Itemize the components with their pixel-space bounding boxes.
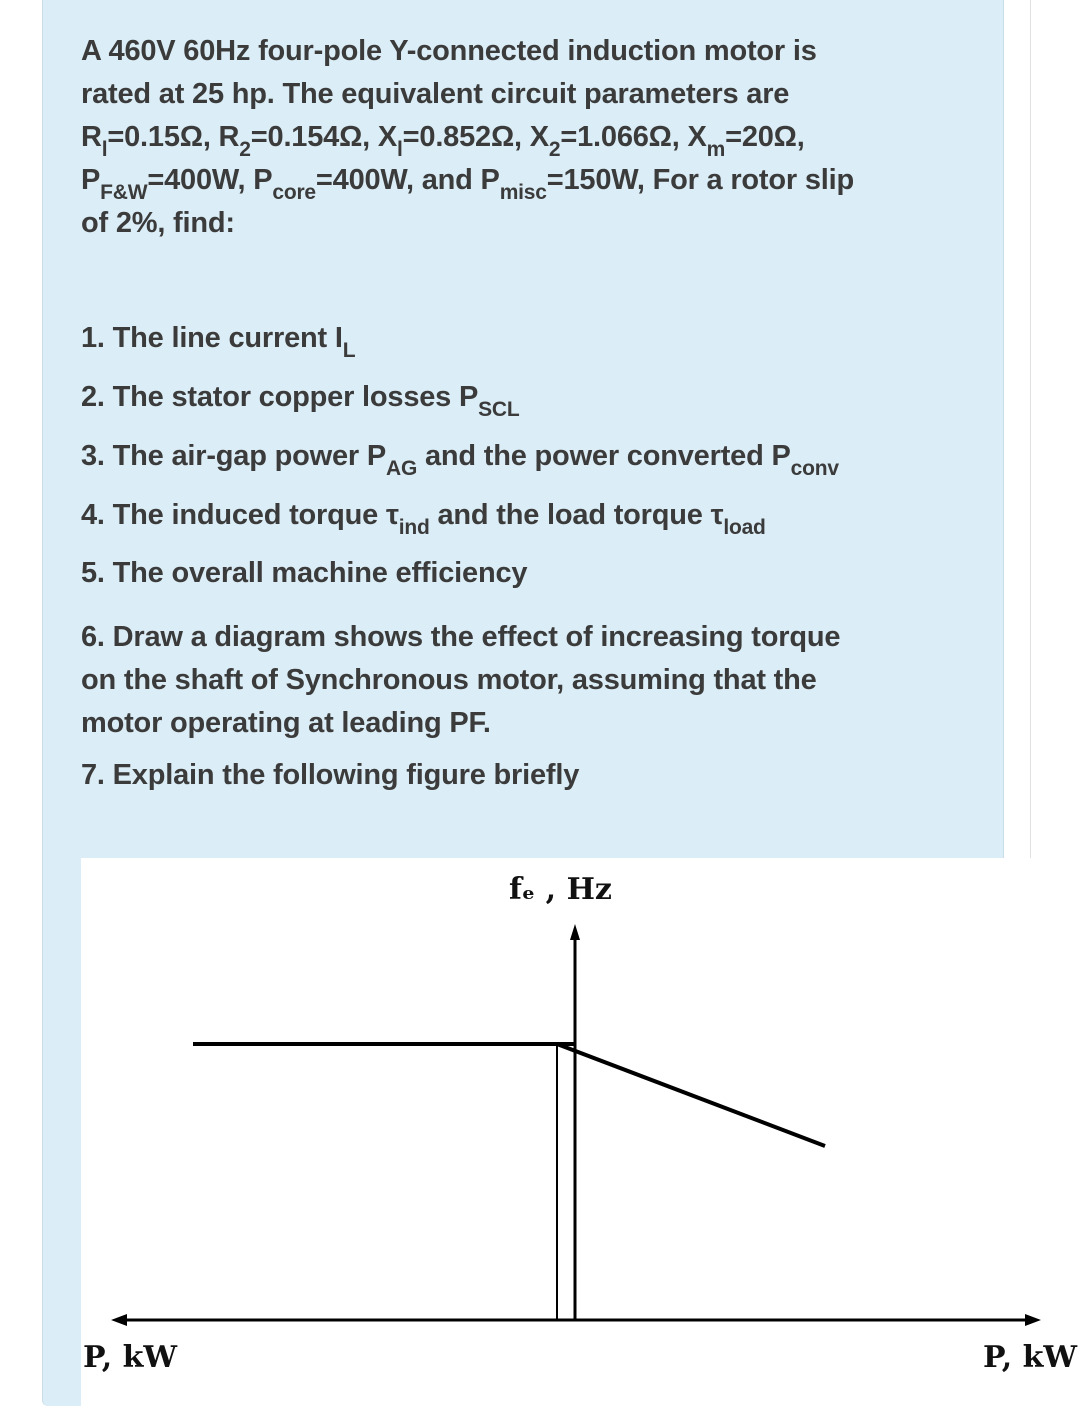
pcore-value: =400W, and [315, 164, 481, 196]
x1-symbol: X [377, 121, 398, 153]
problem-line-4 [81, 159, 961, 202]
up-arrowhead [570, 924, 580, 940]
x1-subscript: l [397, 138, 403, 161]
question-6-line-3: motor operating at leading PF. [81, 707, 491, 739]
problem-line-2: rated at 25 hp. The equivalent circuit parameters are [81, 78, 790, 110]
x-axis-right-label: P, kW [983, 1340, 1078, 1375]
problem-line-1: A 460V 60Hz four-pole Y-connected induction motor is [81, 35, 817, 67]
pmisc-value: =150W, For a rotor slip [546, 164, 855, 196]
x2-subscript: 2 [548, 138, 561, 161]
r1-subscript: l [101, 138, 108, 161]
pcore-symbol: P [253, 164, 273, 196]
pmisc-symbol: P [480, 164, 500, 196]
question-4-subscript-a: ind [398, 516, 430, 539]
question-2-text: 2. The stator copper losses P [81, 381, 479, 413]
xm-symbol: X [687, 121, 707, 153]
xm-subscript: m [706, 138, 726, 161]
question-3-subscript-a: AG [386, 457, 418, 480]
question-2 [81, 381, 520, 421]
pfw-subscript: F&W [100, 181, 148, 204]
x-axis-left-label: P, kW [83, 1340, 178, 1375]
pfw-value: =400W, [147, 164, 254, 196]
pcore-subscript: core [272, 181, 316, 204]
question-6 [81, 616, 840, 745]
question-5: 5. The overall machine efficiency [81, 557, 528, 589]
x2-symbol: X [529, 121, 549, 153]
question-6-line-2: on the shaft of Synchronous motor, assuming that the [81, 664, 817, 696]
x2-value: =1.066Ω, [560, 121, 688, 153]
question-3-text-a: 3. The air-gap power P [81, 440, 386, 472]
y-axis-label: fₑ , Hz [509, 872, 612, 907]
x1-value: =0.852Ω, [402, 121, 530, 153]
left-arrowhead [111, 1314, 127, 1326]
frequency-droop-line [557, 1044, 825, 1146]
question-4 [81, 499, 766, 539]
problem-line-3 [81, 116, 961, 159]
r1-symbol: R [81, 121, 102, 153]
pmisc-subscript: misc [499, 181, 547, 204]
question-4-text-b: and the load torque τ [429, 499, 724, 531]
pfw-symbol: P [81, 164, 101, 196]
question-1 [81, 322, 356, 362]
frequency-power-figure [81, 858, 1080, 1406]
r1-value: =0.15Ω, [107, 121, 219, 153]
r2-subscript: 2 [239, 138, 251, 161]
problem-line-5: of 2%, find: [81, 207, 235, 239]
question-7: 7. Explain the following figure briefly [81, 759, 580, 791]
xm-value: =20Ω, [725, 121, 805, 153]
question-6-line-1: 6. Draw a diagram shows the effect of increasing torque [81, 621, 841, 653]
question-4-text-a: 4. The induced torque τ [81, 499, 399, 531]
figure-plot [81, 858, 1080, 1406]
question-1-subscript: L [342, 339, 356, 362]
divider [1030, 0, 1031, 860]
question-3 [81, 440, 839, 480]
r2-value: =0.154Ω, [250, 121, 378, 153]
right-arrowhead [1025, 1314, 1041, 1326]
question-1-text: 1. The line current I [81, 322, 343, 354]
question-3-subscript-b: conv [790, 457, 839, 480]
problem-statement [81, 30, 961, 245]
question-3-text-b: and the power converted P [417, 440, 791, 472]
r2-symbol: R [218, 121, 240, 153]
question-4-subscript-b: load [723, 516, 766, 539]
question-2-subscript: SCL [478, 398, 520, 421]
